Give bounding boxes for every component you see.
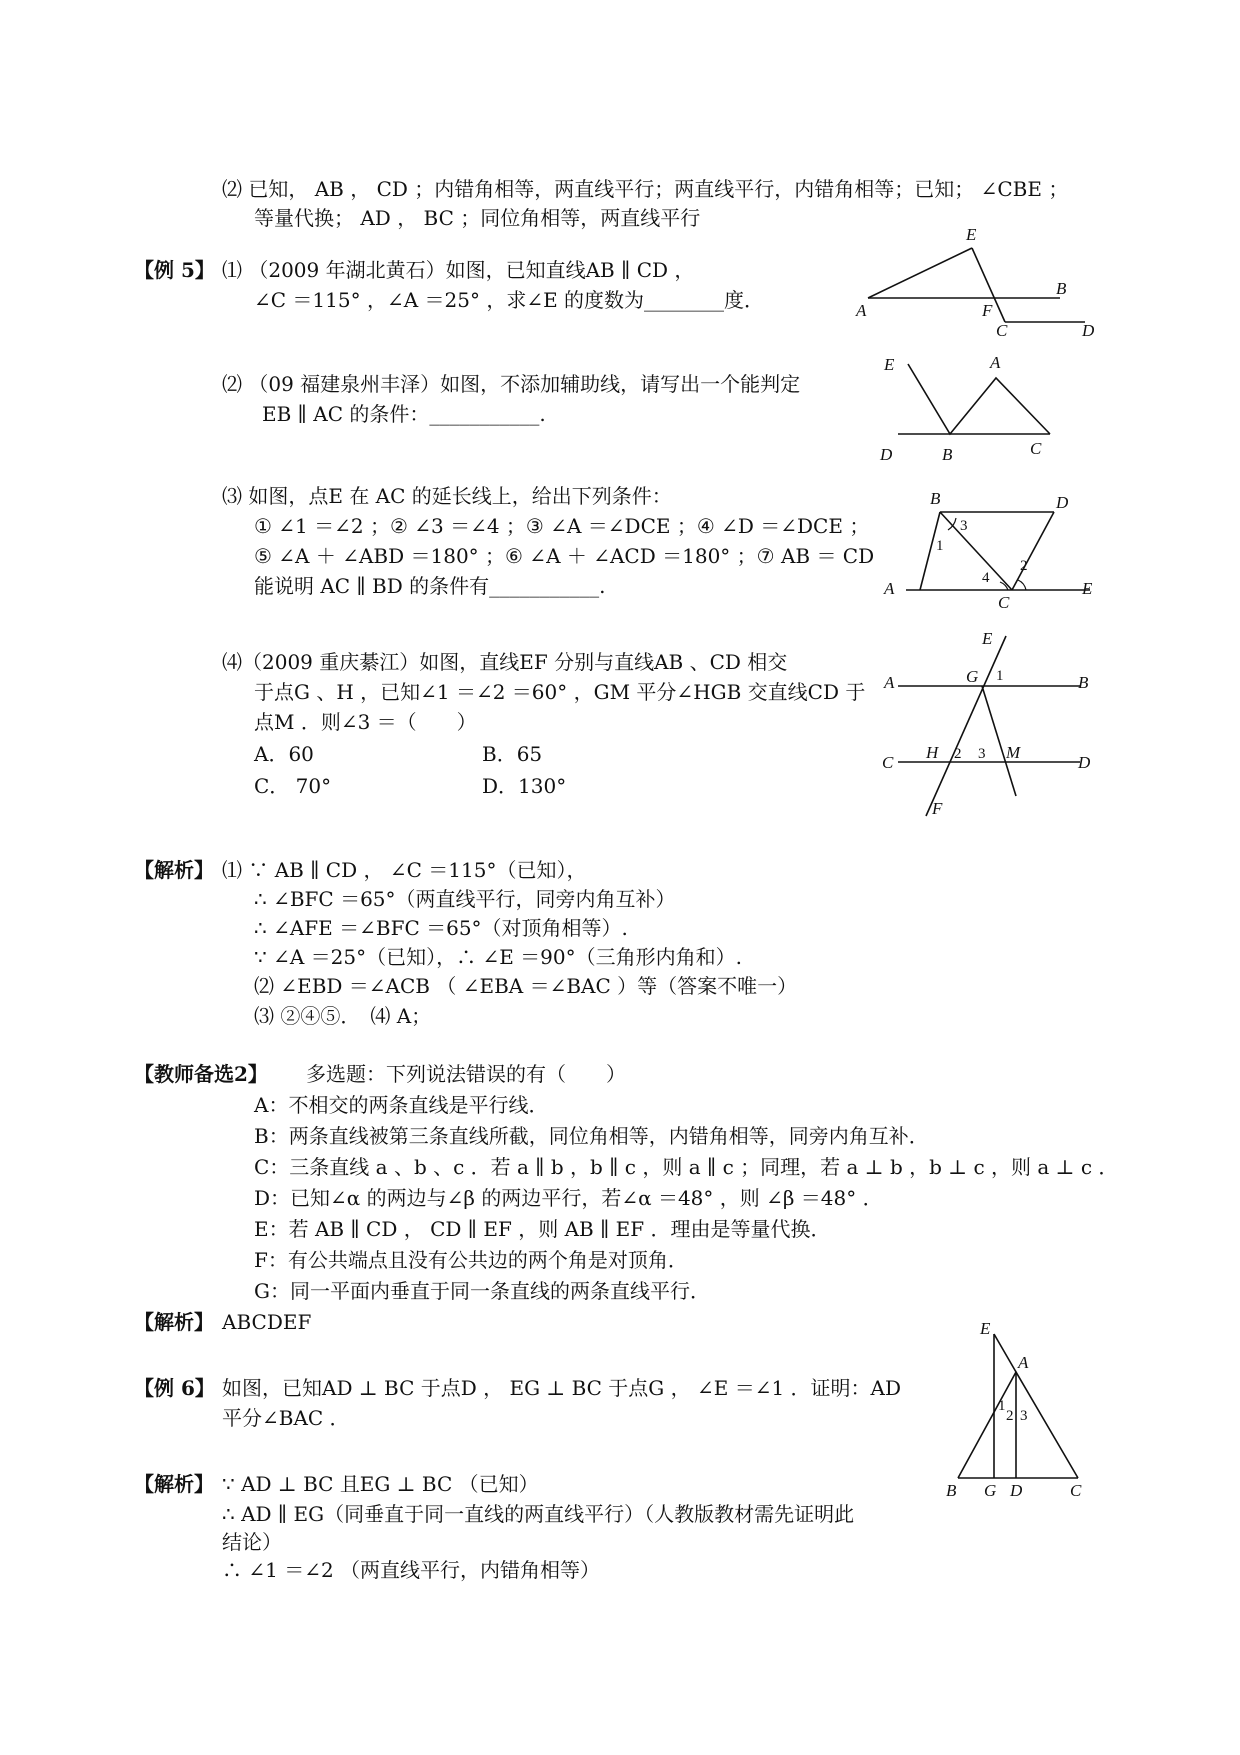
fig4-angle-3: 3 bbox=[978, 746, 986, 762]
teacher-option-f: F：有公共端点且没有公共边的两个角是对顶角． bbox=[254, 1248, 688, 1272]
sol5-line4: ∵ ∠A ＝25°（已知），∴ ∠E ＝90°（三角形内角和）. bbox=[254, 945, 742, 969]
fig2-label-c: C bbox=[1030, 439, 1042, 458]
fig3-label-a: A bbox=[884, 579, 895, 598]
fig5-label-c: C bbox=[1070, 1481, 1082, 1500]
solution5-tag: 【解析】 bbox=[134, 858, 214, 882]
fig5-label-a: A bbox=[1018, 1353, 1029, 1372]
teacher-option-d: D：已知∠α 的两边与∠β 的两边平行，若∠α ＝48° ，则 ∠β ＝48° ． bbox=[254, 1186, 883, 1210]
ex5-q4-line1: ⑷（2009 重庆綦江）如图，直线EF 分别与直线AB 、CD 相交 bbox=[222, 650, 788, 674]
teacher-option-b: B：两条直线被第三条直线所截，同位角相等，内错角相等，同旁内角互补． bbox=[254, 1124, 929, 1148]
teacher-solution-tag: 【解析】 bbox=[134, 1310, 214, 1334]
fig1-label-e: E bbox=[966, 225, 977, 244]
fig4-label-m: M bbox=[1006, 743, 1021, 762]
fig4-label-c: C bbox=[882, 753, 894, 772]
fig3-angle-4: 4 bbox=[982, 570, 990, 586]
fig3-angle-2: 2 bbox=[1020, 558, 1028, 574]
fig5-angle-2: 2 bbox=[1006, 1408, 1014, 1424]
teacher-option-g: G：同一平面内垂直于同一条直线的两条直线平行． bbox=[254, 1279, 710, 1303]
ex5-q3-line1: ⑶ 如图，点E 在 AC 的延长线上，给出下列条件： bbox=[222, 484, 672, 508]
fig4-angle-1: 1 bbox=[996, 668, 1004, 684]
fig5-label-d: D bbox=[1010, 1481, 1023, 1500]
ex5-q2-line1: ⑵ （09 福建泉州丰泽）如图，不添加辅助线，请写出一个能判定 bbox=[222, 372, 801, 396]
fig2-label-e: E bbox=[884, 355, 895, 374]
fig2-label-a: A bbox=[990, 353, 1001, 372]
ex5-q2-line2: EB ∥ AC 的条件：___________. bbox=[262, 402, 546, 426]
fig3-label-b: B bbox=[930, 490, 941, 508]
sol5-line5: ⑵ ∠EBD ＝∠ACB （ ∠EBA ＝∠BAC ）等（答案不唯一） bbox=[254, 974, 798, 998]
fig4-label-b: B bbox=[1078, 673, 1089, 692]
fig3-angle-1: 1 bbox=[936, 538, 944, 554]
fig3-label-e: E bbox=[1082, 579, 1093, 598]
teacher-solution: ABCDEF bbox=[222, 1310, 312, 1334]
fig1-label-c: C bbox=[996, 321, 1008, 340]
ex5-q1-line1: ⑴ （2009 年湖北黄石）如图，已知直线AB ∥ CD ， bbox=[222, 258, 695, 282]
sol5-line6: ⑶ ②④⑤． ⑷ A； bbox=[254, 1004, 432, 1028]
sol5-line2: ∴ ∠BFC ＝65°（两直线平行，同旁内角互补） bbox=[254, 887, 676, 911]
ex6-q-line2: 平分∠BAC ． bbox=[222, 1406, 350, 1430]
fig4-label-f: F bbox=[932, 799, 943, 818]
figure-ex6 bbox=[940, 1320, 1100, 1500]
teacher-question: 多选题：下列说法错误的有（ ） bbox=[306, 1062, 626, 1086]
ex5-q4-line3: 点M ．则∠3 ＝（ ） bbox=[254, 710, 477, 734]
option-b: B．65 bbox=[482, 742, 543, 766]
example5-tag: 【例 5】 bbox=[134, 258, 215, 282]
fig4-label-e: E bbox=[982, 630, 993, 648]
figure-ex5-1 bbox=[850, 220, 1110, 350]
teacher-option-a: A：不相交的两条直线是平行线． bbox=[254, 1093, 549, 1117]
option-a: A．60 bbox=[254, 742, 314, 766]
fig4-label-h: H bbox=[926, 743, 939, 762]
fig4-label-g: G bbox=[966, 667, 979, 686]
option-d: D．130° bbox=[482, 774, 567, 798]
teacher-tag: 【教师备选2】 bbox=[134, 1062, 268, 1086]
ex5-q1-line2: ∠C ＝115° ，∠A ＝25° ，求∠E 的度数为________度． bbox=[254, 288, 765, 312]
fig2-label-b: B bbox=[942, 445, 953, 464]
prev-answer-line-2: 等量代换； AD ， BC ；同位角相等，两直线平行 bbox=[254, 206, 701, 230]
option-c: C． 70° bbox=[254, 774, 332, 798]
figure-ex5-3 bbox=[870, 490, 1100, 610]
fig3-label-c: C bbox=[998, 593, 1010, 610]
fig3-angle-3: 3 bbox=[960, 518, 968, 534]
fig5-angle-3: 3 bbox=[1020, 1408, 1028, 1424]
fig4-label-d: D bbox=[1078, 753, 1091, 772]
figure-ex5-4 bbox=[870, 630, 1100, 820]
fig2-label-d: D bbox=[880, 445, 893, 464]
fig1-label-d: D bbox=[1082, 321, 1095, 340]
ex5-q3-line4: 能说明 AC ∥ BD 的条件有___________. bbox=[254, 574, 606, 598]
ex6-sol-line4: ∴ ∠1 ＝∠2 （两直线平行，内错角相等） bbox=[222, 1558, 601, 1582]
fig3-label-d: D bbox=[1056, 493, 1069, 512]
ex5-q3-line3: ⑤ ∠A ＋ ∠ABD ＝180° ；⑥ ∠A ＋ ∠ACD ＝180° ；⑦ AB ＝ CD bbox=[254, 544, 875, 568]
ex6-sol-line2: ∴ AD ∥ EG（同垂直于同一直线的两直线平行）（人教版教材需先证明此 bbox=[222, 1502, 855, 1526]
sol5-line1: ⑴ ∵ AB ∥ CD ， ∠C ＝115°（已知）， bbox=[222, 858, 587, 882]
fig5-label-e: E bbox=[980, 1320, 991, 1338]
fig1-label-f: F bbox=[982, 301, 993, 320]
prev-answer-line-1: ⑵ 已知， AB ， CD ；内错角相等，两直线平行；两直线平行，内错角相等；已知； ∠CBE ； bbox=[222, 177, 1069, 201]
sol5-line3: ∴ ∠AFE ＝∠BFC ＝65°（对顶角相等）. bbox=[254, 916, 628, 940]
ex6-sol-line3: 结论） bbox=[222, 1530, 282, 1554]
fig1-label-b: B bbox=[1056, 279, 1067, 298]
ex6-sol-line1: ∵ AD ⊥ BC 且EG ⊥ BC （已知） bbox=[222, 1472, 539, 1496]
teacher-option-c: C：三条直线 a 、b 、c ．若 a ∥ b ，b ∥ c ，则 a ∥ c ；同理，若 a ⊥ b ，b ⊥ c ，则 a ⊥ c ． bbox=[254, 1155, 1119, 1179]
ex6-q-line1: 如图，已知AD ⊥ BC 于点D ， EG ⊥ BC 于点G ， ∠E ＝∠1 ．证明：AD bbox=[222, 1376, 902, 1400]
fig5-label-b: B bbox=[946, 1481, 957, 1500]
example6-tag: 【例 6】 bbox=[134, 1376, 215, 1400]
fig4-label-a: A bbox=[884, 673, 895, 692]
ex5-q3-line2: ① ∠1 ＝∠2 ；② ∠3 ＝∠4 ；③ ∠A ＝∠DCE ；④ ∠D ＝∠DCE ； bbox=[254, 514, 870, 538]
fig5-label-g: G bbox=[984, 1481, 997, 1500]
ex5-q4-line2: 于点G 、H ，已知∠1 ＝∠2 ＝60° ，GM 平分∠HGB 交直线CD 于 bbox=[254, 680, 866, 704]
teacher-option-e: E：若 AB ∥ CD ， CD ∥ EF ，则 AB ∥ EF ．理由是等量代换． bbox=[254, 1217, 831, 1241]
fig1-label-a: A bbox=[856, 301, 867, 320]
figure-ex5-2 bbox=[870, 350, 1070, 470]
fig4-angle-2: 2 bbox=[954, 746, 962, 762]
example6-solution-tag: 【解析】 bbox=[134, 1472, 214, 1496]
fig5-angle-1: 1 bbox=[998, 1398, 1006, 1414]
